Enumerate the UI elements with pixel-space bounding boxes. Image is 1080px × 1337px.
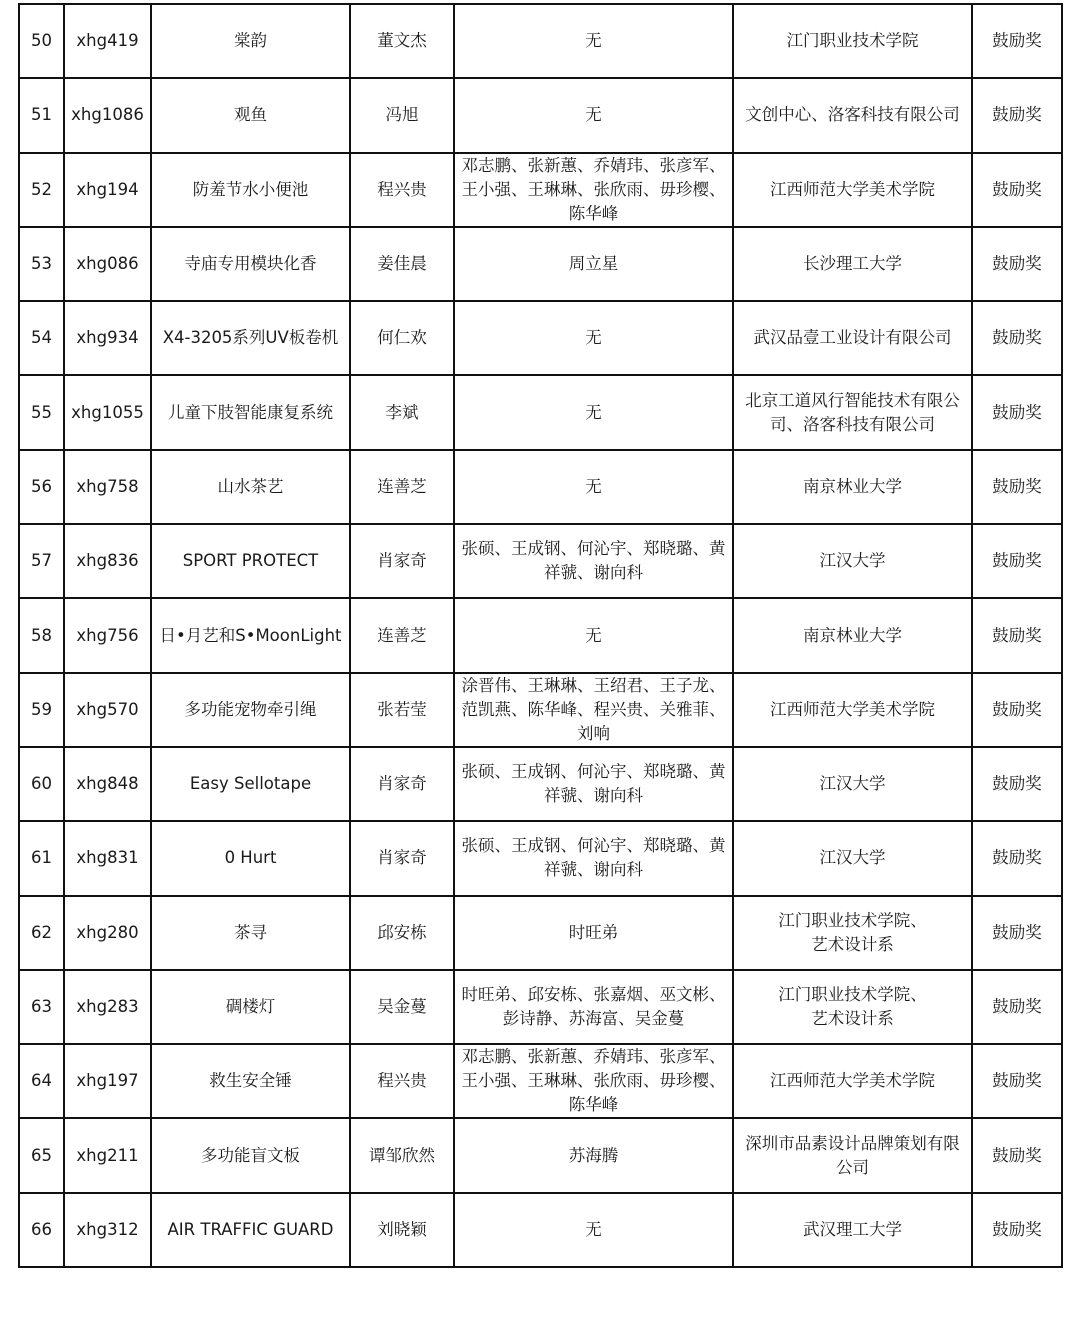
table-row xyxy=(19,301,1062,375)
cell-organization: 江西师范大学美术学院 xyxy=(733,1044,972,1118)
cell-entry-code: xhg570 xyxy=(64,673,151,747)
cell-author: 何仁欢 xyxy=(350,301,454,375)
cell-organization: 长沙理工大学 xyxy=(733,227,972,301)
cell-number: 60 xyxy=(19,747,64,821)
cell-author: 连善芝 xyxy=(350,598,454,672)
cell-award: 鼓励奖 xyxy=(972,821,1062,895)
cell-entry-code: xhg934 xyxy=(64,301,151,375)
cell-number: 63 xyxy=(19,970,64,1044)
table-body xyxy=(19,4,1062,1267)
cell-work-title: 寺庙专用模块化香 xyxy=(151,227,350,301)
cell-award: 鼓励奖 xyxy=(972,1044,1062,1118)
cell-work-title: 棠韵 xyxy=(151,4,350,78)
cell-entry-code: xhg419 xyxy=(64,4,151,78)
cell-author: 张若莹 xyxy=(350,673,454,747)
cell-organization: 武汉品壹工业设计有限公司 xyxy=(733,301,972,375)
cell-team-members: 无 xyxy=(454,1193,733,1267)
cell-work-title: 茶寻 xyxy=(151,896,350,970)
cell-work-title: Easy Sellotape xyxy=(151,747,350,821)
cell-author: 李斌 xyxy=(350,375,454,449)
cell-number: 51 xyxy=(19,78,64,152)
cell-organization: 南京林业大学 xyxy=(733,450,972,524)
cell-award: 鼓励奖 xyxy=(972,301,1062,375)
cell-work-title: AIR TRAFFIC GUARD xyxy=(151,1193,350,1267)
cell-organization: 江西师范大学美术学院 xyxy=(733,153,972,227)
cell-award: 鼓励奖 xyxy=(972,450,1062,524)
cell-work-title: 多功能盲文板 xyxy=(151,1118,350,1192)
cell-award: 鼓励奖 xyxy=(972,4,1062,78)
cell-author: 冯旭 xyxy=(350,78,454,152)
cell-award: 鼓励奖 xyxy=(972,524,1062,598)
cell-work-title: 0 Hurt xyxy=(151,821,350,895)
table-row xyxy=(19,1044,1062,1118)
table-row xyxy=(19,153,1062,227)
cell-award: 鼓励奖 xyxy=(972,1193,1062,1267)
cell-team-members: 无 xyxy=(454,4,733,78)
cell-work-title: 日•月艺和S•MoonLight xyxy=(151,598,350,672)
cell-team-members: 邓志鹏、张新蕙、乔婧玮、张彦军、王小强、王琳琳、张欣雨、毋珍樱、陈华峰 xyxy=(454,1044,733,1118)
cell-award: 鼓励奖 xyxy=(972,970,1062,1044)
cell-number: 57 xyxy=(19,524,64,598)
cell-author: 肖家奇 xyxy=(350,747,454,821)
cell-author: 姜佳晨 xyxy=(350,227,454,301)
cell-team-members: 时旺弟 xyxy=(454,896,733,970)
cell-entry-code: xhg280 xyxy=(64,896,151,970)
cell-author: 董文杰 xyxy=(350,4,454,78)
cell-work-title: X4-3205系列UV板卷机 xyxy=(151,301,350,375)
cell-number: 50 xyxy=(19,4,64,78)
cell-team-members: 无 xyxy=(454,78,733,152)
cell-award: 鼓励奖 xyxy=(972,673,1062,747)
cell-author: 肖家奇 xyxy=(350,524,454,598)
table-row xyxy=(19,598,1062,672)
cell-award: 鼓励奖 xyxy=(972,896,1062,970)
cell-number: 58 xyxy=(19,598,64,672)
cell-number: 52 xyxy=(19,153,64,227)
cell-organization: 江汉大学 xyxy=(733,821,972,895)
cell-number: 54 xyxy=(19,301,64,375)
cell-number: 64 xyxy=(19,1044,64,1118)
cell-award: 鼓励奖 xyxy=(972,78,1062,152)
cell-number: 65 xyxy=(19,1118,64,1192)
table-row xyxy=(19,450,1062,524)
cell-team-members: 时旺弟、邱安栋、张嘉烟、巫文彬、彭诗静、苏海富、吴金蔓 xyxy=(454,970,733,1044)
table-row xyxy=(19,1193,1062,1267)
cell-work-title: 儿童下肢智能康复系统 xyxy=(151,375,350,449)
cell-organization: 北京工道风行智能技术有限公司、洛客科技有限公司 xyxy=(733,375,972,449)
cell-team-members: 无 xyxy=(454,450,733,524)
cell-organization: 江西师范大学美术学院 xyxy=(733,673,972,747)
cell-organization: 江门职业技术学院、 艺术设计系 xyxy=(733,896,972,970)
cell-organization: 江汉大学 xyxy=(733,747,972,821)
cell-award: 鼓励奖 xyxy=(972,747,1062,821)
cell-author: 程兴贵 xyxy=(350,1044,454,1118)
cell-entry-code: xhg831 xyxy=(64,821,151,895)
table-row xyxy=(19,4,1062,78)
cell-number: 59 xyxy=(19,673,64,747)
cell-entry-code: xhg086 xyxy=(64,227,151,301)
cell-award: 鼓励奖 xyxy=(972,1118,1062,1192)
cell-team-members: 张硕、王成钢、何沁宇、郑晓璐、黄祥虢、谢向科 xyxy=(454,821,733,895)
cell-entry-code: xhg848 xyxy=(64,747,151,821)
cell-organization: 南京林业大学 xyxy=(733,598,972,672)
cell-team-members: 无 xyxy=(454,375,733,449)
cell-entry-code: xhg194 xyxy=(64,153,151,227)
cell-entry-code: xhg758 xyxy=(64,450,151,524)
cell-team-members: 无 xyxy=(454,598,733,672)
cell-team-members: 涂晋伟、王琳琳、王绍君、王子龙、范凯燕、陈华峰、程兴贵、关雅菲、刘响 xyxy=(454,673,733,747)
table-row xyxy=(19,896,1062,970)
cell-work-title: 救生安全锤 xyxy=(151,1044,350,1118)
cell-work-title: 碉楼灯 xyxy=(151,970,350,1044)
cell-team-members: 张硕、王成钢、何沁宇、郑晓璐、黄祥虢、谢向科 xyxy=(454,747,733,821)
table-row xyxy=(19,227,1062,301)
cell-author: 刘晓颖 xyxy=(350,1193,454,1267)
table-row xyxy=(19,78,1062,152)
cell-number: 62 xyxy=(19,896,64,970)
cell-team-members: 张硕、王成钢、何沁宇、郑晓璐、黄祥虢、谢向科 xyxy=(454,524,733,598)
award-table xyxy=(18,3,1063,1268)
cell-number: 53 xyxy=(19,227,64,301)
cell-team-members: 邓志鹏、张新蕙、乔婧玮、张彦军、王小强、王琳琳、张欣雨、毋珍樱、陈华峰 xyxy=(454,153,733,227)
cell-organization: 深圳市品素设计品牌策划有限公司 xyxy=(733,1118,972,1192)
table-row xyxy=(19,970,1062,1044)
cell-author: 肖家奇 xyxy=(350,821,454,895)
table-row xyxy=(19,1118,1062,1192)
cell-entry-code: xhg197 xyxy=(64,1044,151,1118)
table-row xyxy=(19,821,1062,895)
table-row xyxy=(19,524,1062,598)
cell-award: 鼓励奖 xyxy=(972,227,1062,301)
cell-organization: 武汉理工大学 xyxy=(733,1193,972,1267)
cell-entry-code: xhg283 xyxy=(64,970,151,1044)
cell-author: 程兴贵 xyxy=(350,153,454,227)
cell-author: 吴金蔓 xyxy=(350,970,454,1044)
cell-team-members: 苏海腾 xyxy=(454,1118,733,1192)
cell-number: 55 xyxy=(19,375,64,449)
cell-award: 鼓励奖 xyxy=(972,375,1062,449)
cell-organization: 江汉大学 xyxy=(733,524,972,598)
cell-number: 56 xyxy=(19,450,64,524)
cell-entry-code: xhg211 xyxy=(64,1118,151,1192)
cell-entry-code: xhg1086 xyxy=(64,78,151,152)
cell-organization: 文创中心、洛客科技有限公司 xyxy=(733,78,972,152)
cell-team-members: 周立星 xyxy=(454,227,733,301)
cell-number: 66 xyxy=(19,1193,64,1267)
cell-entry-code: xhg1055 xyxy=(64,375,151,449)
cell-award: 鼓励奖 xyxy=(972,153,1062,227)
cell-entry-code: xhg836 xyxy=(64,524,151,598)
cell-organization: 江门职业技术学院、 艺术设计系 xyxy=(733,970,972,1044)
cell-work-title: 山水茶艺 xyxy=(151,450,350,524)
cell-author: 谭邹欣然 xyxy=(350,1118,454,1192)
cell-entry-code: xhg312 xyxy=(64,1193,151,1267)
cell-number: 61 xyxy=(19,821,64,895)
cell-work-title: SPORT PROTECT xyxy=(151,524,350,598)
cell-author: 邱安栋 xyxy=(350,896,454,970)
cell-team-members: 无 xyxy=(454,301,733,375)
cell-work-title: 观鱼 xyxy=(151,78,350,152)
table-row xyxy=(19,673,1062,747)
table-row xyxy=(19,747,1062,821)
cell-award: 鼓励奖 xyxy=(972,598,1062,672)
cell-organization: 江门职业技术学院 xyxy=(733,4,972,78)
cell-author: 连善芝 xyxy=(350,450,454,524)
table-row xyxy=(19,375,1062,449)
cell-work-title: 防羞节水小便池 xyxy=(151,153,350,227)
cell-entry-code: xhg756 xyxy=(64,598,151,672)
cell-work-title: 多功能宠物牵引绳 xyxy=(151,673,350,747)
